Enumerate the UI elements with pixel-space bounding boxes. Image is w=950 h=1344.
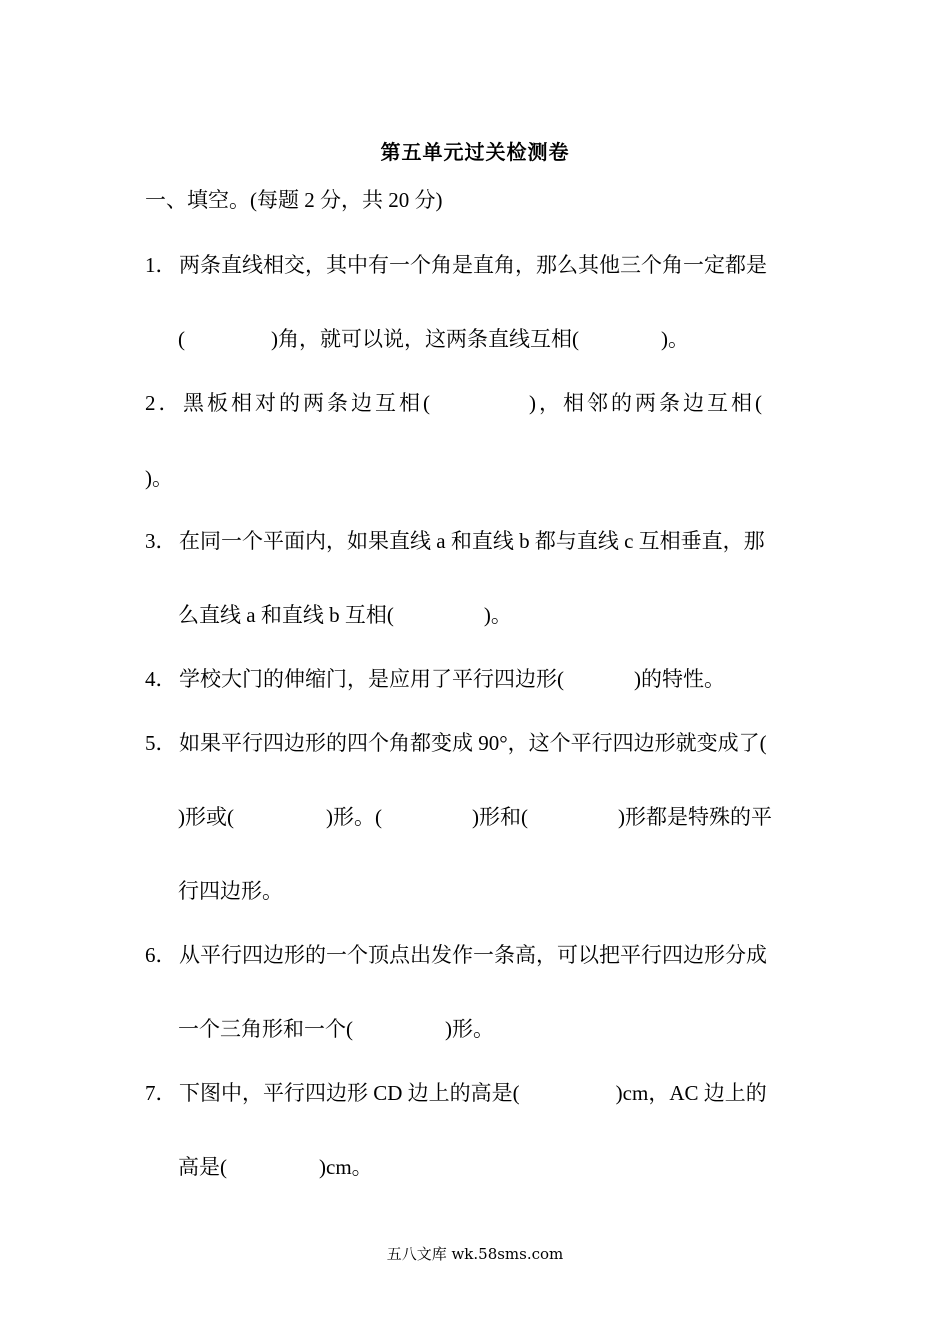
question-1-text-a: 两条直线相交，其中有一个角是直角，那么其他三个角一定都是 [179,253,767,277]
question-5-text-b4: )形都是特殊的平 [618,805,772,829]
question-5-text-a: 如果平行四边形的四个角都变成 90°，这个平行四边形就变成了( [179,731,767,755]
question-4-text-b: )的特性。 [634,667,725,691]
question-6-line-1 [145,941,767,969]
question-3-line-2 [178,601,512,629]
question-1-open-paren: ( [178,327,185,351]
question-5-text-b1: )形或( [178,805,234,829]
question-5-text-b2: )形。( [326,805,382,829]
question-6-number: 6． [145,943,177,967]
question-7-text-a: 下图中，平行四边形 CD 边上的高是( [179,1081,520,1105]
question-5-number: 5． [145,731,177,755]
question-4-line-1 [145,665,725,693]
question-7-line-1 [145,1079,767,1107]
question-5-line-3: 行四边形。 [178,879,283,903]
question-3-text-a: 在同一个平面内，如果直线 a 和直线 b 都与直线 c 互相垂直，那 [179,529,765,553]
question-6-close: )形。 [445,1017,494,1041]
question-2-text-a: 黑板相对的两条边互相( [183,391,433,415]
question-5-line-2 [178,803,772,831]
question-5-line-1 [145,729,767,757]
question-3-line-1 [145,527,765,555]
question-4-number: 4． [145,667,177,691]
question-3-text-b: 么直线 a 和直线 b 互相( [178,603,394,627]
question-7-line-2 [178,1153,373,1181]
question-7-text-c: 高是( [178,1155,227,1179]
question-7-close: )cm。 [319,1155,373,1179]
question-5-text-b3: )形和( [472,805,528,829]
footer-watermark: 五八文库 wk.58sms.com [386,1245,564,1263]
question-6-line-2 [178,1015,494,1043]
question-1-line-2 [178,325,689,353]
question-2-line-2: )。 [145,466,173,490]
question-2-text-b: )，相邻的两条边互相( [529,391,765,415]
question-7-text-b: )cm，AC 边上的 [615,1081,767,1105]
question-6-text-b: 一个三角形和一个( [178,1017,353,1041]
question-1-text-b: )角，就可以说，这两条直线互相( [271,327,579,351]
section-heading: 一、填空。(每题 2 分，共 20 分) [145,188,443,212]
page-title: 第五单元过关检测卷 [380,142,570,164]
question-4-text-a: 学校大门的伸缩门，是应用了平行四边形( [179,667,564,691]
question-3-number: 3． [145,529,177,553]
question-1-number: 1． [145,253,177,277]
question-2-line-1 [145,389,765,417]
question-7-number: 7． [145,1081,177,1105]
question-1-close: )。 [661,327,689,351]
question-1-line-1 [145,251,767,279]
question-2-number: 2． [145,391,183,415]
question-6-text-a: 从平行四边形的一个顶点出发作一条高，可以把平行四边形分成 [179,943,767,967]
question-3-close: )。 [483,603,512,627]
